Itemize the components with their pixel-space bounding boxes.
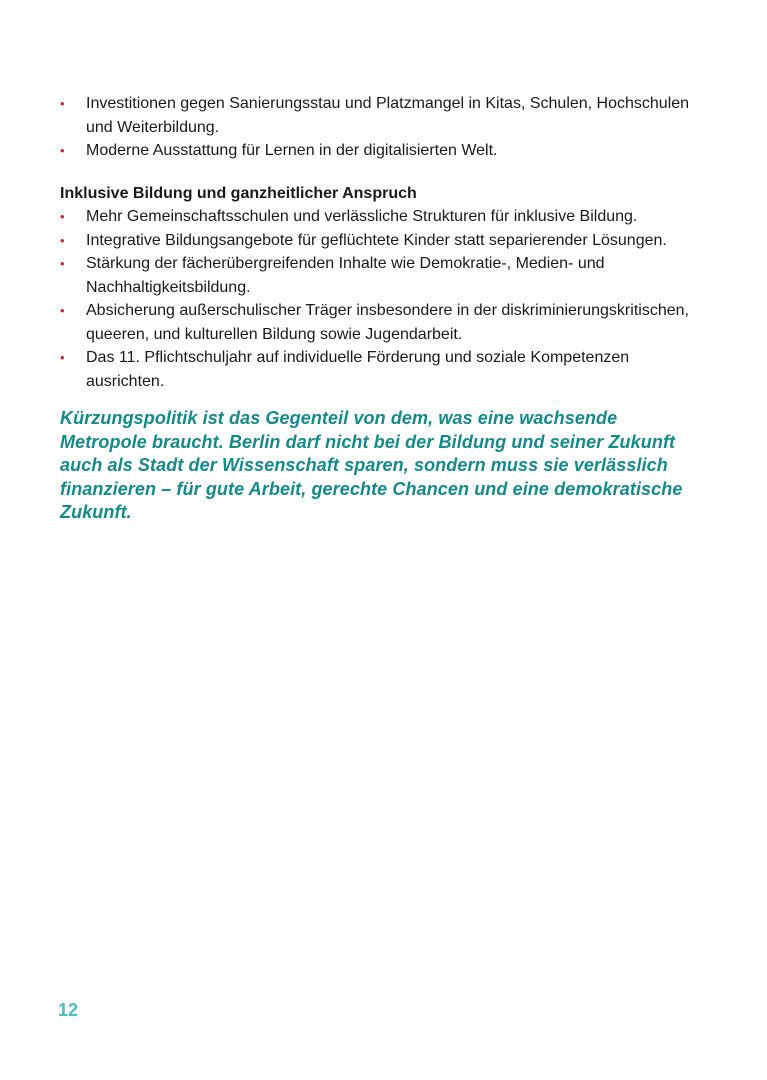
list-item-text: Investitionen gegen Sanierungsstau und Platzmangel in Kitas, Schulen, Hochschulen und Weiterbildung.: [86, 95, 690, 136]
list-item: [60, 346, 710, 393]
section-spacer: [60, 163, 710, 182]
intro-bullet-list: [60, 92, 710, 163]
section-bullet-list: [60, 205, 710, 393]
section-heading: Inklusive Bildung und ganzheitlicher Anspruch: [60, 184, 417, 202]
list-item: [60, 205, 710, 229]
callout-statement: Kürzungspolitik ist das Gegenteil von dem, was eine wachsende Metropole braucht. Berlin darf nicht bei der Bildung und seiner Zukunft auch als Stadt der Wissenschaft sparen, sondern muss sie verlässlich finanzieren – für gute Arbeit, gerechte Chancen und eine demokratische Zukunft.: [60, 408, 683, 522]
bullet-icon: •: [60, 143, 65, 158]
bullet-icon: •: [60, 350, 65, 365]
list-item: [60, 252, 710, 299]
list-item-text: Mehr Gemeinschaftsschulen und verlässliche Strukturen für inklusive Bildung.: [86, 208, 638, 225]
bullet-icon: •: [60, 232, 65, 248]
bullet-icon: •: [60, 256, 65, 271]
list-item-text: Das 11. Pflichtschuljahr auf individuelle Förderung und soziale Kompetenzen ausrichten.: [86, 349, 630, 390]
list-item-text: Integrative Bildungsangebote für geflüchtete Kinder statt separierender Lösungen.: [86, 231, 667, 249]
list-item-text: Absicherung außerschulischer Träger insbesondere in der diskriminierungskritischen, queeren, und kulturellen Bildung sowie Jugendarbeit.: [86, 302, 689, 343]
bullet-icon: •: [60, 209, 65, 224]
page-content: [60, 92, 710, 543]
list-item: [60, 92, 710, 139]
bullet-icon: •: [60, 303, 65, 318]
list-item: [60, 229, 710, 253]
list-item-text: Stärkung der fächerübergreifenden Inhalte wie Demokratie-, Medien- und Nachhaltigkeitsbildung.: [86, 255, 605, 296]
list-item: [60, 139, 710, 163]
bullet-icon: •: [60, 96, 65, 111]
page-number: 12: [58, 1000, 79, 1020]
list-item: [60, 299, 710, 346]
list-item-text: Moderne Ausstattung für Lernen in der digitalisierten Welt.: [86, 142, 498, 159]
